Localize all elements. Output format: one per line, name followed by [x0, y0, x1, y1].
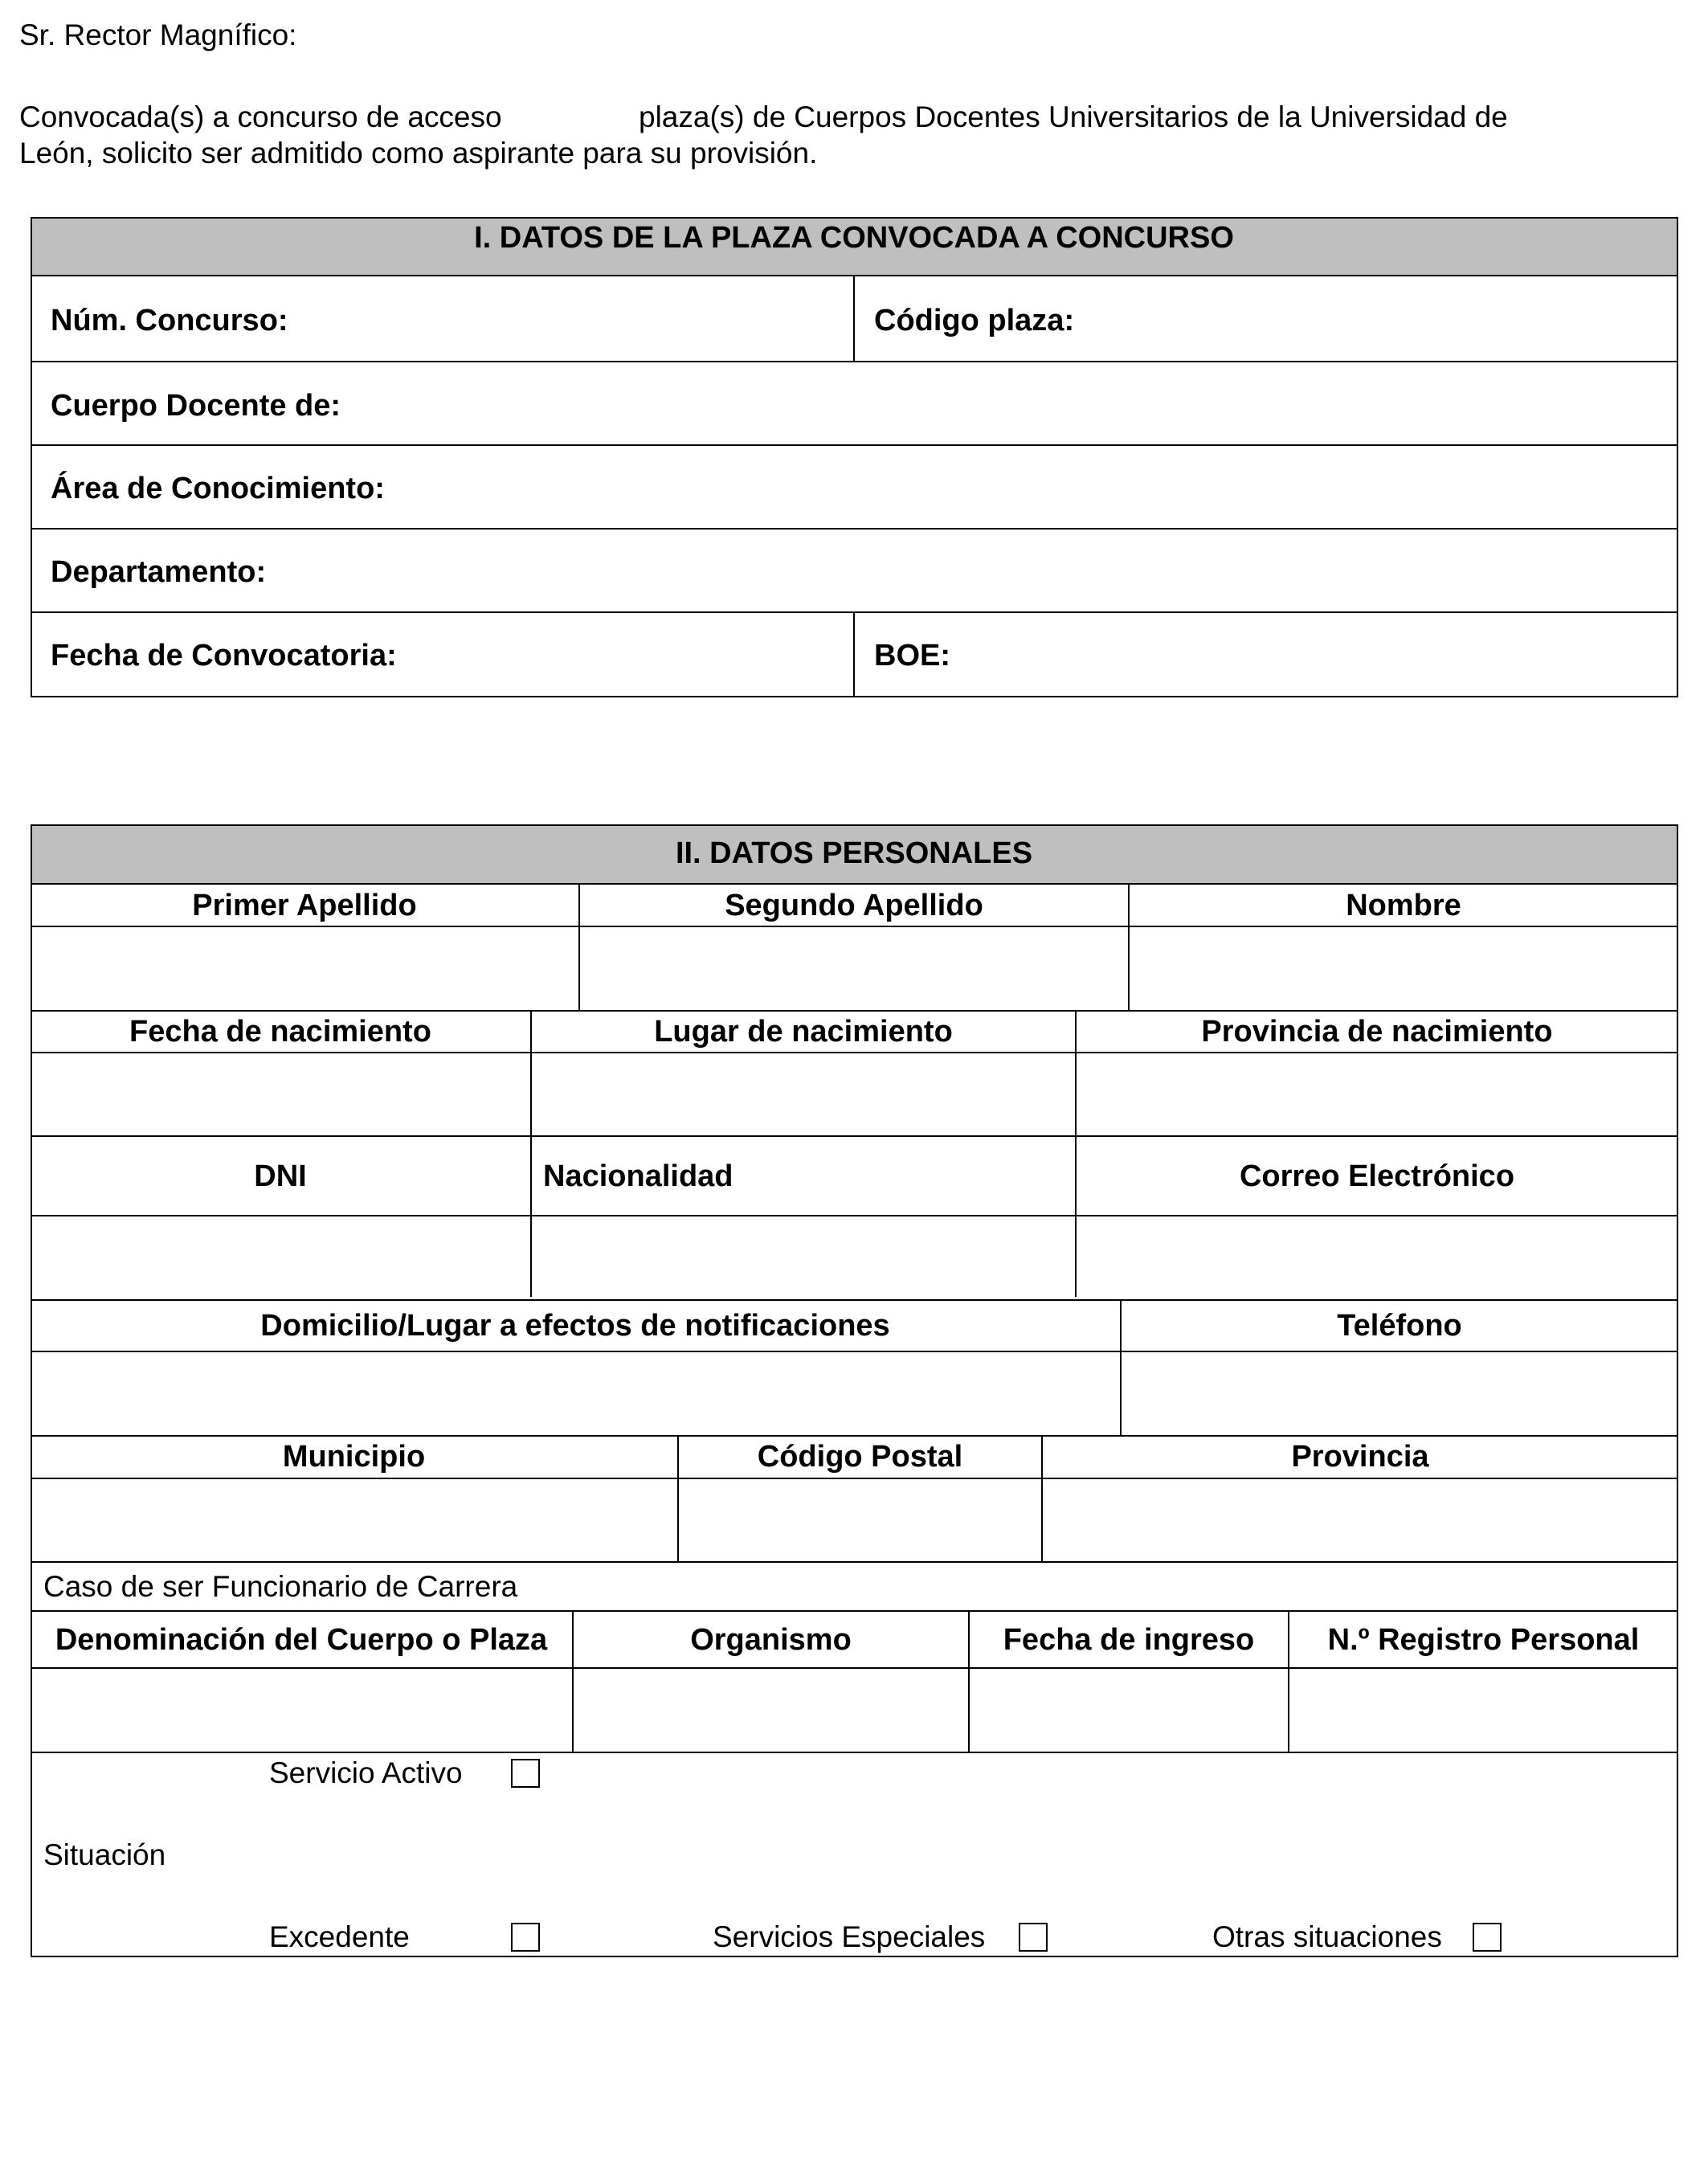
- domicilio-field[interactable]: [34, 1354, 1118, 1433]
- otras-situaciones-label: Otras situaciones: [1212, 1920, 1442, 1953]
- boe-label: BOE:: [874, 639, 950, 673]
- correo-field[interactable]: [1078, 1219, 1676, 1294]
- organismo-label: Organismo: [690, 1623, 852, 1657]
- fecha-ingreso-label: Fecha de ingreso: [1003, 1623, 1255, 1657]
- cuerpo-docente-field[interactable]: [370, 368, 1671, 439]
- telefono-label: Teléfono: [1337, 1309, 1462, 1343]
- salutation: Sr. Rector Magnífico:: [19, 18, 297, 51]
- intro-text-line2: León, solicito ser admitido como aspirante para su provisión.: [19, 137, 818, 170]
- situacion-label: Situación: [43, 1838, 166, 1871]
- denominacion-label: Denominación del Cuerpo o Plaza: [55, 1623, 548, 1657]
- servicios-especiales-checkbox[interactable]: [1019, 1923, 1048, 1952]
- nombre-field[interactable]: [1131, 929, 1676, 1008]
- nacionalidad-label: Nacionalidad: [543, 1159, 733, 1193]
- nombre-label: Nombre: [1346, 889, 1461, 922]
- intro-text-part1: Convocada(s) a concurso de acceso: [19, 100, 502, 133]
- fecha-convocatoria-field[interactable]: [434, 619, 844, 691]
- departamento-field[interactable]: [289, 535, 1671, 606]
- provincia-nacimiento-label: Provincia de nacimiento: [1201, 1015, 1553, 1049]
- registro-personal-label: N.º Registro Personal: [1327, 1623, 1640, 1657]
- primer-apellido-field[interactable]: [34, 929, 577, 1008]
- domicilio-label: Domicilio/Lugar a efectos de notificaciones: [260, 1309, 890, 1343]
- funcionario-caption: Caso de ser Funcionario de Carrera: [43, 1570, 518, 1603]
- dni-field[interactable]: [34, 1219, 529, 1294]
- organismo-field[interactable]: [575, 1670, 966, 1749]
- num-concurso-field[interactable]: [337, 283, 844, 355]
- cuerpo-docente-label: Cuerpo Docente de:: [51, 389, 341, 423]
- area-conocimiento-field[interactable]: [418, 452, 1671, 522]
- codigo-plaza-label: Código plaza:: [874, 304, 1075, 337]
- departamento-label: Departamento:: [51, 555, 267, 589]
- section1-title: I. DATOS DE LA PLAZA CONVOCADA A CONCURSO: [474, 221, 1234, 255]
- otras-situaciones-checkbox[interactable]: [1473, 1923, 1502, 1952]
- provincia-label: Provincia: [1291, 1440, 1429, 1474]
- fecha-ingreso-field[interactable]: [971, 1670, 1286, 1749]
- excedente-label: Excedente: [269, 1920, 410, 1953]
- section2-title: II. DATOS PERSONALES: [675, 836, 1033, 870]
- segundo-apellido-label: Segundo Apellido: [725, 889, 983, 922]
- intro-text-part2: plaza(s) de Cuerpos Docentes Universitarios de la Universidad de: [639, 100, 1508, 133]
- servicio-activo-checkbox[interactable]: [511, 1759, 540, 1788]
- servicios-especiales-label: Servicios Especiales: [713, 1920, 986, 1953]
- correo-label: Correo Electrónico: [1239, 1159, 1515, 1193]
- dni-label: DNI: [254, 1159, 307, 1193]
- segundo-apellido-field[interactable]: [582, 929, 1126, 1008]
- area-conocimiento-label: Área de Conocimiento:: [51, 472, 385, 505]
- municipio-field[interactable]: [34, 1481, 676, 1560]
- fecha-nacimiento-label: Fecha de nacimiento: [129, 1015, 431, 1049]
- boe-field[interactable]: [964, 619, 1671, 691]
- telefono-field[interactable]: [1123, 1354, 1676, 1433]
- registro-personal-field[interactable]: [1291, 1670, 1676, 1749]
- servicio-activo-label: Servicio Activo: [269, 1756, 463, 1789]
- excedente-checkbox[interactable]: [511, 1923, 540, 1952]
- denominacion-field[interactable]: [34, 1670, 570, 1749]
- primer-apellido-label: Primer Apellido: [192, 889, 417, 922]
- provincia-field[interactable]: [1044, 1481, 1676, 1560]
- municipio-label: Municipio: [282, 1440, 426, 1474]
- num-concurso-label: Núm. Concurso:: [51, 304, 288, 337]
- nacionalidad-field[interactable]: [533, 1219, 1073, 1294]
- codigo-postal-label: Código Postal: [757, 1440, 963, 1474]
- lugar-nacimiento-field[interactable]: [533, 1055, 1073, 1134]
- provincia-nacimiento-field[interactable]: [1078, 1055, 1676, 1134]
- codigo-plaza-field[interactable]: [1109, 283, 1671, 355]
- codigo-postal-field[interactable]: [680, 1481, 1040, 1560]
- fecha-convocatoria-label: Fecha de Convocatoria:: [51, 639, 397, 673]
- lugar-nacimiento-label: Lugar de nacimiento: [654, 1015, 953, 1049]
- fecha-nacimiento-field[interactable]: [34, 1055, 529, 1134]
